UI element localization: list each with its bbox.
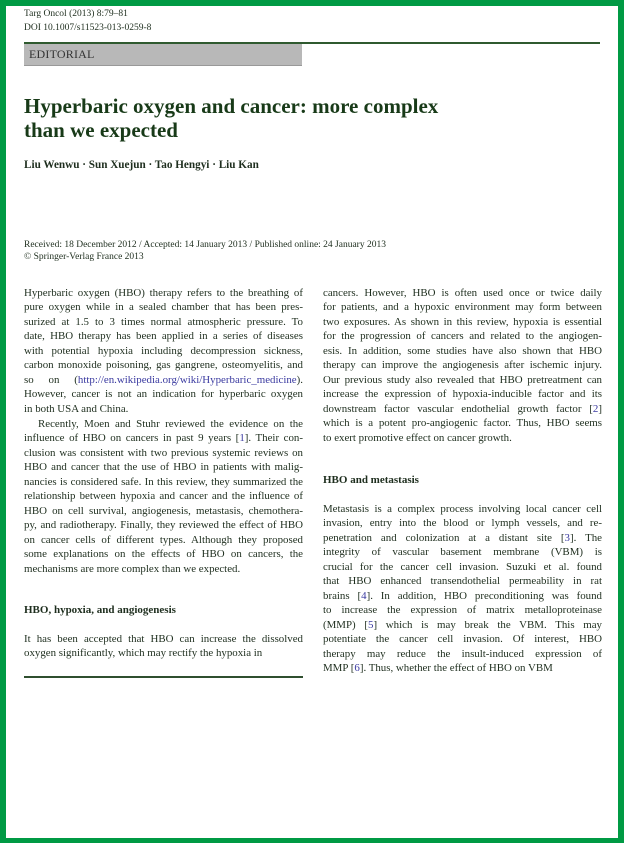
text-line: which is a potent pro-angiogenic factor. Thus, HBO seems <box>323 417 602 430</box>
text-line: therapy can improve the angiogenesis after ischemic injury. <box>323 359 602 372</box>
section-heading: HBO, hypoxia, and angiogenesis <box>24 604 176 616</box>
citation-link[interactable]: 5 <box>368 618 374 631</box>
text-line: mechanisms are more complex than we expected. <box>24 562 241 575</box>
citation-link[interactable]: 6 <box>354 661 360 674</box>
text-line: for patients, and a hypoxic environment may form between <box>323 301 602 314</box>
text-line: therapy may reduce the insult-induced expression of <box>323 647 602 660</box>
text-line: brains [4]. In addition, HBO preconditioning was found <box>323 589 602 602</box>
text-line: Hyperbaric oxygen (HBO) therapy refers to the breathing of <box>24 287 303 299</box>
journal-citation: Targ Oncol (2013) 8:79–81 <box>24 9 128 19</box>
text-line: oxygen significantly, which may rectify the hypoxia in <box>24 647 263 660</box>
article-type-label: EDITORIAL <box>29 47 95 61</box>
text-line: for the progression of cancers and related to the angiogen- <box>323 330 602 343</box>
text-line: It has been accepted that HBO can increase the dissolved <box>24 633 303 645</box>
publication-dates: Received: 18 December 2012 / Accepted: 14 January 2013 / Published online: 24 January 2013 <box>24 240 386 250</box>
text-line: invasion, entry into the blood or lymph vessels, and re- <box>323 517 602 530</box>
text-line: potentiate the cancer cell invasion. Of interest, HBO <box>323 633 602 646</box>
text-line: increase the expression of hypoxia-inducible factor and its <box>323 388 602 401</box>
text-line: Metastasis is a complex process involving local cancer cell <box>323 503 602 515</box>
copyright: © Springer-Verlag France 2013 <box>24 252 144 262</box>
paper-page <box>6 6 618 838</box>
text-line: HBO on cell survival, angiogenesis, metastasis, chemothera- <box>24 504 303 517</box>
text-line: pure oxygen while in a sealed chamber that has been pres- <box>24 301 303 314</box>
title-line: Hyperbaric oxygen and cancer: more complex <box>24 94 439 118</box>
text-line: cancers. However, HBO is often used once or twice daily <box>323 287 602 299</box>
text-line: Our previous study also revealed that HBO pretreatment can <box>323 373 602 386</box>
citation-link[interactable]: 3 <box>564 531 570 544</box>
text-line: carbon monoxide poisoning, gas gangrene, osteomyelitis, and <box>24 359 303 372</box>
article-title <box>24 94 438 142</box>
text-line: downstream factor vascular endothelial growth factor [2] <box>323 402 602 415</box>
authors: Liu Wenwu · Sun Xuejun · Tao Hengyi · Liu Kan <box>24 159 259 171</box>
text-line: MMP [6]. Thus, whether the effect of HBO on VBM <box>323 661 553 674</box>
text-line: clusion was consistent with two previous systemic reviews on <box>24 446 303 459</box>
footnote-rule <box>24 676 303 678</box>
citation-link[interactable]: 2 <box>592 402 599 415</box>
text-line: influence of HBO on cancers in past 9 years [1]. Their con- <box>24 432 303 445</box>
text-line: that HBO enhanced transendothelial permeability in rat <box>323 575 602 588</box>
text-line: on cancer cells of different types. Although they proposed <box>24 533 303 546</box>
text-line: surized at 1.5 to 3 times normal atmospheric pressure. To <box>24 315 303 328</box>
text-line: esis. In addition, some studies have also shown that HBO <box>323 344 602 357</box>
text-line: HBO and cancer that the use of HBO in patients with malig- <box>24 461 303 474</box>
text-line: relationship between hypoxia and cancer and the influence of <box>24 490 303 503</box>
doi: DOI 10.1007/s11523-013-0259-8 <box>24 23 152 33</box>
text-line: with potential hypoxia including decompression sickness, <box>24 344 303 357</box>
text-line: nancies is considered safe. In this review, they summarized the <box>24 475 303 488</box>
citation-link[interactable]: 4 <box>361 589 367 602</box>
text-line: However, cancer is not an indication for hyperbaric oxygen <box>24 388 303 401</box>
text-line: so on (http://en.wikipedia.org/wiki/Hyperbaric_medicine). <box>24 373 303 386</box>
text-line: some explanations on the effects of HBO on cancers, the <box>24 548 303 561</box>
url-link[interactable]: http://en.wikipedia.org/wiki/Hyperbaric_medicine <box>77 373 297 386</box>
text-line: to increase the expression of matrix metalloproteinase <box>323 604 602 617</box>
text-line: Recently, Moen and Stuhr reviewed the evidence on the <box>38 418 303 430</box>
text-line: (MMP) [5] which is may break the VBM. This may <box>323 618 602 631</box>
title-line: than we expected <box>24 118 178 142</box>
text-line: two exposures. As shown in this review, hypoxia is essential <box>323 315 602 328</box>
text-line: py, and radiotherapy. Finally, they reviewed the effect of HBO <box>24 519 303 532</box>
text-line: date, HBO therapy has been applied in a series of diseases <box>24 330 303 343</box>
text-line: in both USA and China. <box>24 402 129 415</box>
section-heading: HBO and metastasis <box>323 474 419 486</box>
text-line: integrity of vascular basement membrane (VBM) is <box>323 546 602 559</box>
text-line: penetration and colonization at a distant site [3]. The <box>323 531 602 544</box>
article-type-banner <box>24 44 302 66</box>
text-line: to exert promotive effect on cancer growth. <box>323 431 512 444</box>
text-line: crucial for the cancer cell invasion. Suzuki et al. found <box>323 560 602 573</box>
citation-link[interactable]: 1 <box>239 432 245 445</box>
